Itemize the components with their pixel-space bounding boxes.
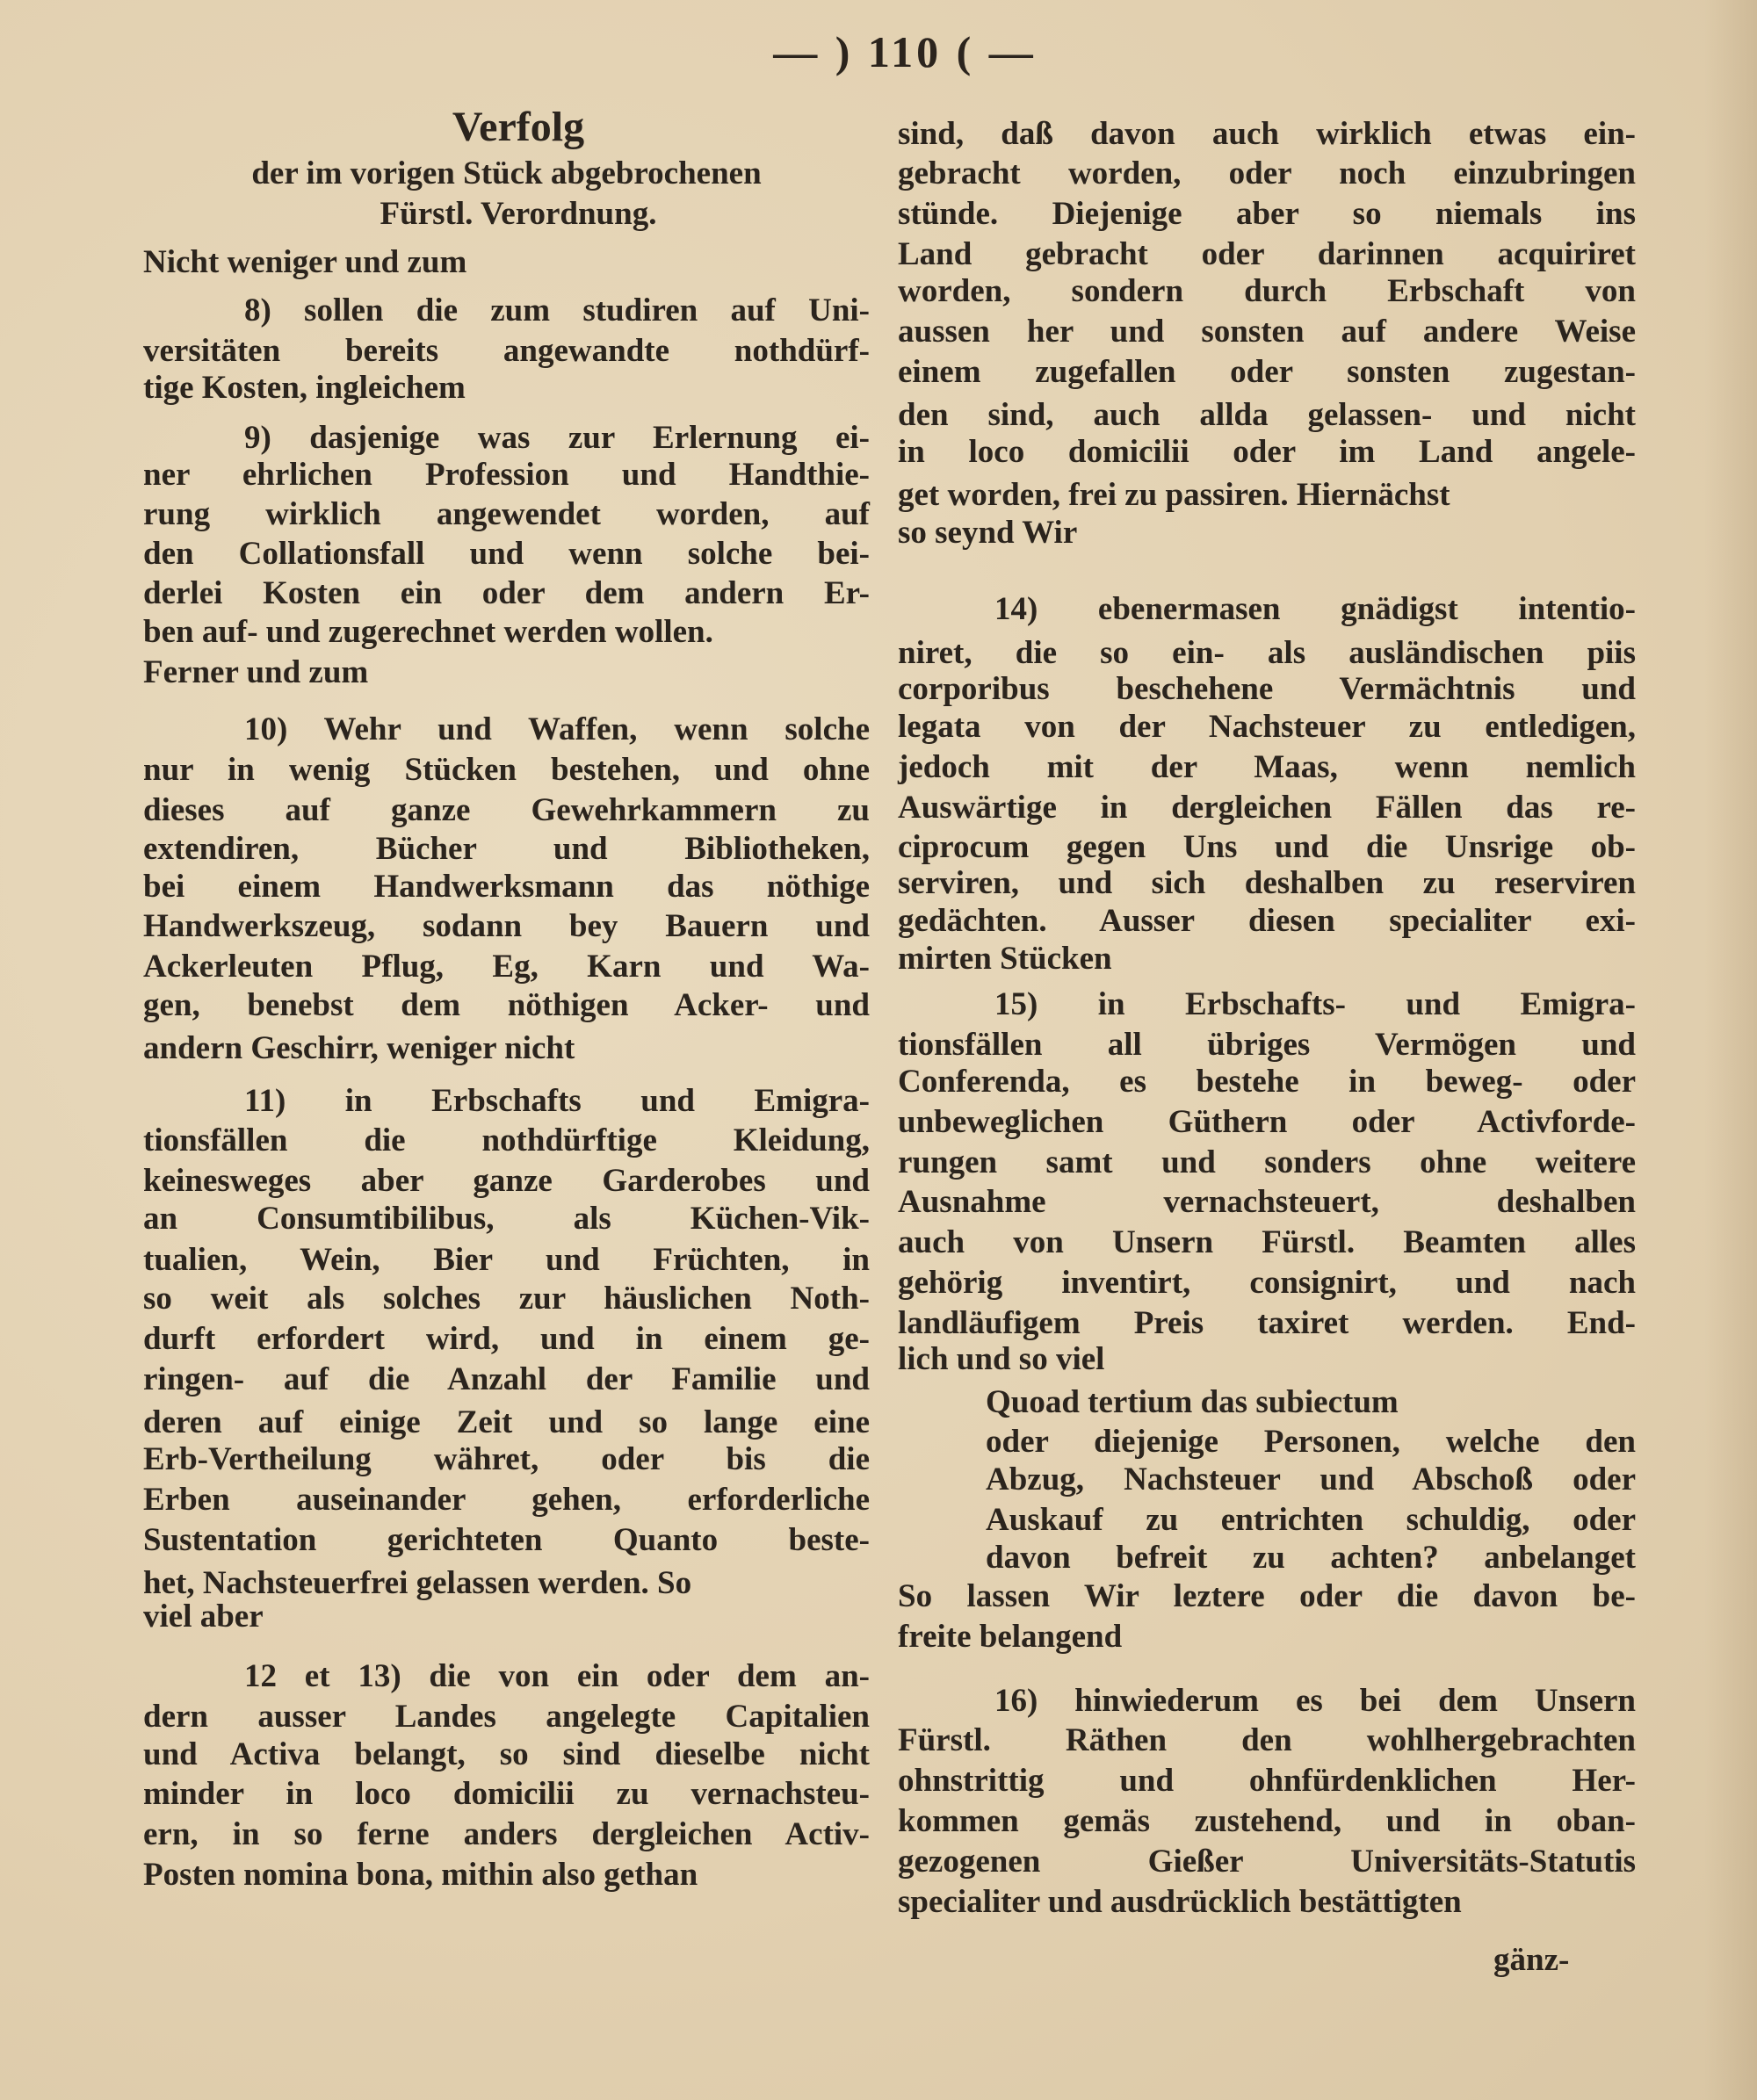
text-line: rungen samt und sonders ohne weitere (898, 1144, 1636, 1180)
section-subtitle: Fürstl. Verordnung. (380, 196, 657, 232)
page-edge-shadow (1704, 0, 1757, 2100)
text-line: deren auf einige Zeit und so lange eine (143, 1404, 870, 1440)
text-line: davon befreit zu achten? anbelanget (986, 1540, 1636, 1576)
text-line: Erben auseinander gehen, erforderliche (143, 1482, 870, 1518)
text-line: ben auf- und zugerechnet werden wollen. (143, 614, 713, 650)
text-line: Nicht weniger und zum (143, 244, 467, 280)
text-line: ciprocum gegen Uns und die Unsrige ob- (898, 829, 1636, 865)
text-line: 15) in Erbschafts- und Emigra- (994, 986, 1636, 1022)
text-line: Handwerkszeug, sodann bey Bauern und (143, 908, 870, 944)
text-line: Auswärtige in dergleichen Fällen das re- (898, 790, 1636, 826)
text-line: einem zugefallen oder sonsten zugestan- (898, 354, 1636, 390)
text-line: 9) dasjenige was zur Erlernung ei- (244, 420, 870, 456)
page-header: — ) 110 ( — (773, 27, 1037, 76)
text-line: worden, sondern durch Erbschaft von (898, 273, 1636, 309)
text-line: versitäten bereits angewandte nothdürf- (143, 333, 870, 369)
text-line: mirten Stücken (898, 941, 1112, 977)
text-line: rung wirklich angewendet worden, auf (143, 496, 870, 532)
text-line: gebracht worden, oder noch einzubringen (898, 155, 1636, 191)
text-line: Erb-Vertheilung währet, oder bis die (143, 1441, 870, 1477)
text-line: ringen- auf die Anzahl der Familie und (143, 1361, 870, 1397)
text-line: lich und so viel (898, 1341, 1105, 1377)
text-line: den Collationsfall und wenn solche bei- (143, 536, 870, 572)
header-ornament-right: — (988, 27, 1037, 76)
text-line: bei einem Handwerksmann das nöthige (143, 869, 870, 905)
text-line: tualien, Wein, Bier und Früchten, in (143, 1242, 870, 1278)
text-line: gehörig inventirt, consignirt, und nach (898, 1265, 1636, 1301)
text-line: tionsfällen all übriges Vermögen und (898, 1027, 1636, 1063)
text-line: gen, benebst dem nöthigen Acker- und (143, 987, 870, 1023)
text-line: kommen gemäs zustehend, und in oban- (898, 1803, 1636, 1839)
text-line: Fürstl. Räthen den wohlhergebrachten (898, 1722, 1636, 1758)
text-line: ner ehrlichen Profession und Handthie- (143, 457, 870, 493)
text-line: andern Geschirr, weniger nicht (143, 1030, 575, 1066)
text-line: den sind, auch allda gelassen- und nicht (898, 397, 1636, 433)
text-line: so weit als solches zur häuslichen Noth- (143, 1281, 870, 1317)
text-line: Abzug, Nachsteuer und Abschoß oder (986, 1461, 1636, 1497)
text-line: ohnstrittig und ohnfürdenklichen Her- (898, 1763, 1636, 1799)
text-line: tionsfällen die nothdürftige Kleidung, (143, 1122, 870, 1158)
text-line: aussen her und sonsten auf andere Weise (898, 314, 1636, 350)
text-line: Posten nomina bona, mithin also gethan (143, 1857, 698, 1893)
catchword: gänz- (1493, 1942, 1570, 1978)
text-line: het, Nachsteuerfrei gelassen werden. So (143, 1565, 692, 1601)
text-line: in loco domicilii oder im Land angele- (898, 434, 1636, 470)
page-number: 110 (867, 27, 943, 76)
text-line: dern ausser Landes angelegte Capitalien (143, 1699, 870, 1735)
text-line: legata von der Nachsteuer zu entledigen, (898, 709, 1636, 745)
text-line: 11) in Erbschafts und Emigra- (244, 1083, 870, 1119)
text-line: Quoad tertium das subiectum (986, 1384, 1399, 1420)
text-line: oder diejenige Personen, welche den (986, 1424, 1636, 1460)
text-line: dieses auf ganze Gewehrkammern zu (143, 792, 870, 828)
text-line: und Activa belangt, so sind dieselbe nicht (143, 1736, 870, 1772)
section-title: Verfolg (452, 104, 585, 150)
text-line: specialiter und ausdrücklich bestättigten (898, 1884, 1462, 1920)
text-line: serviren, und sich deshalben zu reserviren (898, 865, 1636, 901)
text-line: 14) ebenermasen gnädigst intentio- (994, 591, 1636, 627)
text-line: 12 et 13) die von ein oder dem an- (244, 1658, 870, 1694)
text-line: so seynd Wir (898, 515, 1078, 551)
text-line: minder in loco domicilii zu vernachsteu- (143, 1776, 870, 1812)
text-line: keinesweges aber ganze Garderobes und (143, 1163, 870, 1199)
text-line: durft erfordert wird, und in einem ge- (143, 1321, 870, 1357)
text-line: tige Kosten, ingleichem (143, 370, 466, 406)
text-line: unbeweglichen Güthern oder Activforde- (898, 1104, 1636, 1140)
text-line: Land gebracht oder darinnen acquiriret (898, 236, 1636, 272)
text-line: Auskauf zu entrichten schuldig, oder (986, 1502, 1636, 1538)
section-subtitle: der im vorigen Stück abgebrochenen (251, 155, 762, 191)
text-line: niret, die so ein- als ausländischen piis (898, 635, 1636, 671)
text-line: Sustentation gerichteten Quanto beste- (143, 1522, 870, 1558)
text-line: sind, daß davon auch wirklich etwas ein- (898, 116, 1636, 152)
text-line: 8) sollen die zum studiren auf Uni- (244, 292, 870, 328)
text-line: viel aber (143, 1598, 264, 1635)
text-line: freite belangend (898, 1619, 1123, 1655)
text-line: gezogenen Gießer Universitäts-Statutis (898, 1844, 1636, 1880)
text-line: gedächten. Ausser diesen specialiter exi- (898, 903, 1636, 939)
text-line: landläufigem Preis taxiret werden. End- (898, 1305, 1636, 1341)
header-ornament-left: — (773, 27, 821, 76)
text-line: get worden, frei zu passiren. Hiernächst (898, 477, 1450, 513)
text-line: So lassen Wir leztere oder die davon be- (898, 1578, 1636, 1614)
text-line: Ferner und zum (143, 654, 369, 690)
text-line: jedoch mit der Maas, wenn nemlich (898, 749, 1636, 785)
text-line: 10) Wehr und Waffen, wenn solche (244, 711, 870, 747)
text-line: Conferenda, es bestehe in beweg- oder (898, 1064, 1636, 1100)
text-line: corporibus beschehene Vermächtnis und (898, 671, 1636, 707)
text-line: ern, in so ferne anders dergleichen Activ- (143, 1816, 870, 1852)
text-line: extendiren, Bücher und Bibliotheken, (143, 831, 870, 867)
text-line: nur in wenig Stücken bestehen, und ohne (143, 752, 870, 788)
text-line: Ausnahme vernachsteuert, deshalben (898, 1184, 1636, 1220)
text-line: Ackerleuten Pflug, Eg, Karn und Wa- (143, 949, 870, 985)
text-line: auch von Unsern Fürstl. Beamten alles (898, 1224, 1636, 1260)
text-line: an Consumtibilibus, als Küchen-Vik- (143, 1201, 870, 1237)
text-line: stünde. Diejenige aber so niemals ins (898, 196, 1636, 232)
text-line: 16) hinwiederum es bei dem Unsern (994, 1683, 1636, 1719)
text-line: derlei Kosten ein oder dem andern Er- (143, 575, 870, 611)
